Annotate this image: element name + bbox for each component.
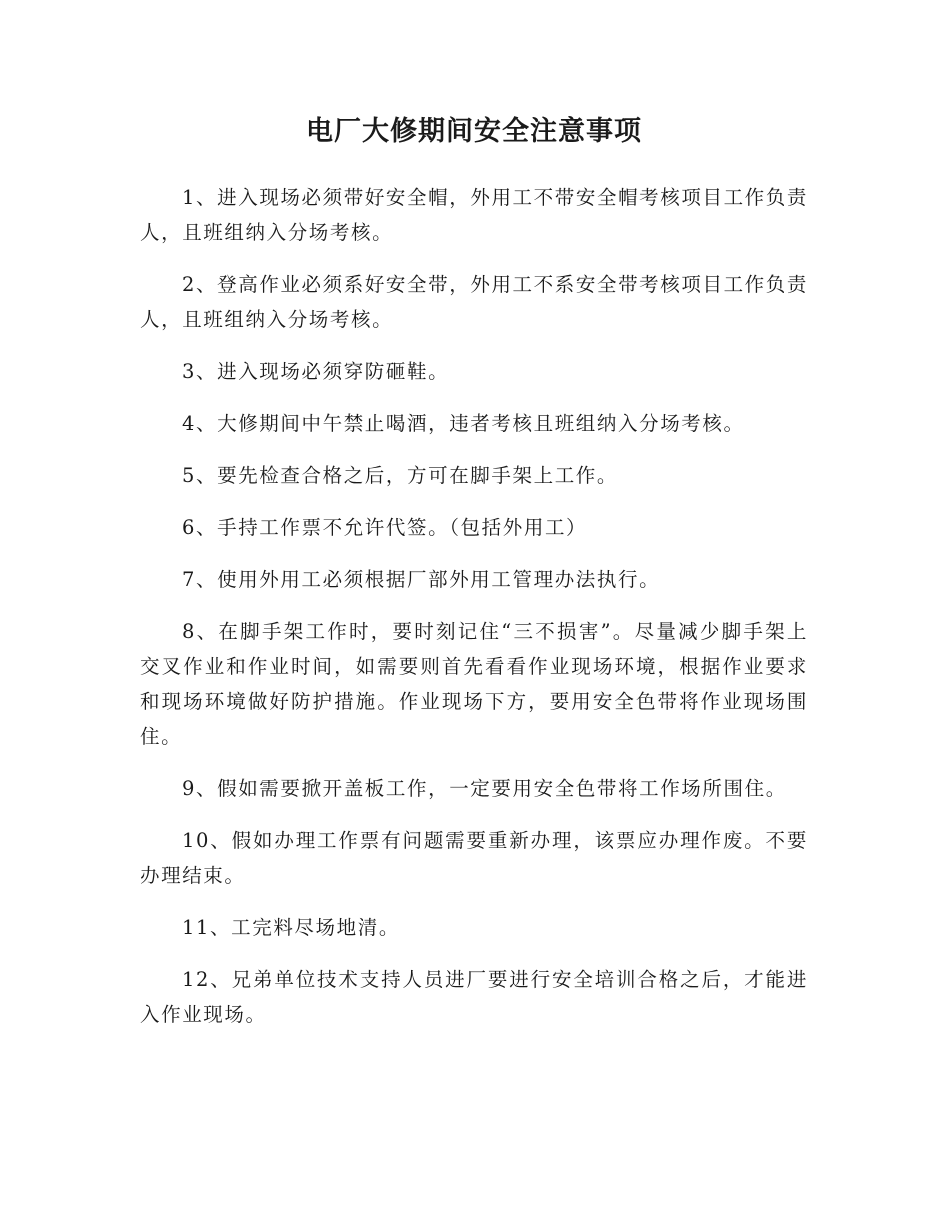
rule-item-4: 4、大修期间中午禁止喝酒，违者考核且班组纳入分场考核。 <box>182 412 745 435</box>
rule-item-9: 9、假如需要掀开盖板工作，一定要用安全色带将工作场所围住。 <box>182 777 787 800</box>
document-title: 电厂大修期间安全注意事项 <box>306 116 642 147</box>
rule-item-3: 3、进入现场必须穿防砸鞋。 <box>182 360 450 383</box>
rule-item-2: 2、登高作业必须系好安全带，外用工不系安全带考核项目工作负责人，且班组纳入分场考核。 <box>140 273 808 331</box>
rule-item-6: 6、手持工作票不允许代签。（包括外用工） <box>182 516 588 539</box>
rule-item-5: 5、要先检查合格之后，方可在脚手架上工作。 <box>182 464 619 487</box>
rule-item-7: 7、使用外用工必须根据厂部外用工管理办法执行。 <box>182 568 661 591</box>
rule-item-11: 11、工完料尽场地清。 <box>182 916 400 939</box>
rule-item-10: 10、假如办理工作票有问题需要重新办理，该票应办理作废。不要办理结束。 <box>140 829 808 887</box>
rule-item-1: 1、进入现场必须带好安全帽，外用工不带安全帽考核项目工作负责人，且班组纳入分场考核。 <box>140 186 808 244</box>
document-page <box>140 110 808 1049</box>
rule-item-12: 12、兄弟单位技术支持人员进厂要进行安全培训合格之后，才能进入作业现场。 <box>140 968 808 1026</box>
rule-item-8: 8、在脚手架工作时，要时刻记住“三不损害”。尽量减少脚手架上交叉作业和作业时间，如需要则首先看看作业现场环境，根据作业要求和现场环境做好防护措施。作业现场下方，要用安全色带将作业现场围住。 <box>140 620 808 748</box>
